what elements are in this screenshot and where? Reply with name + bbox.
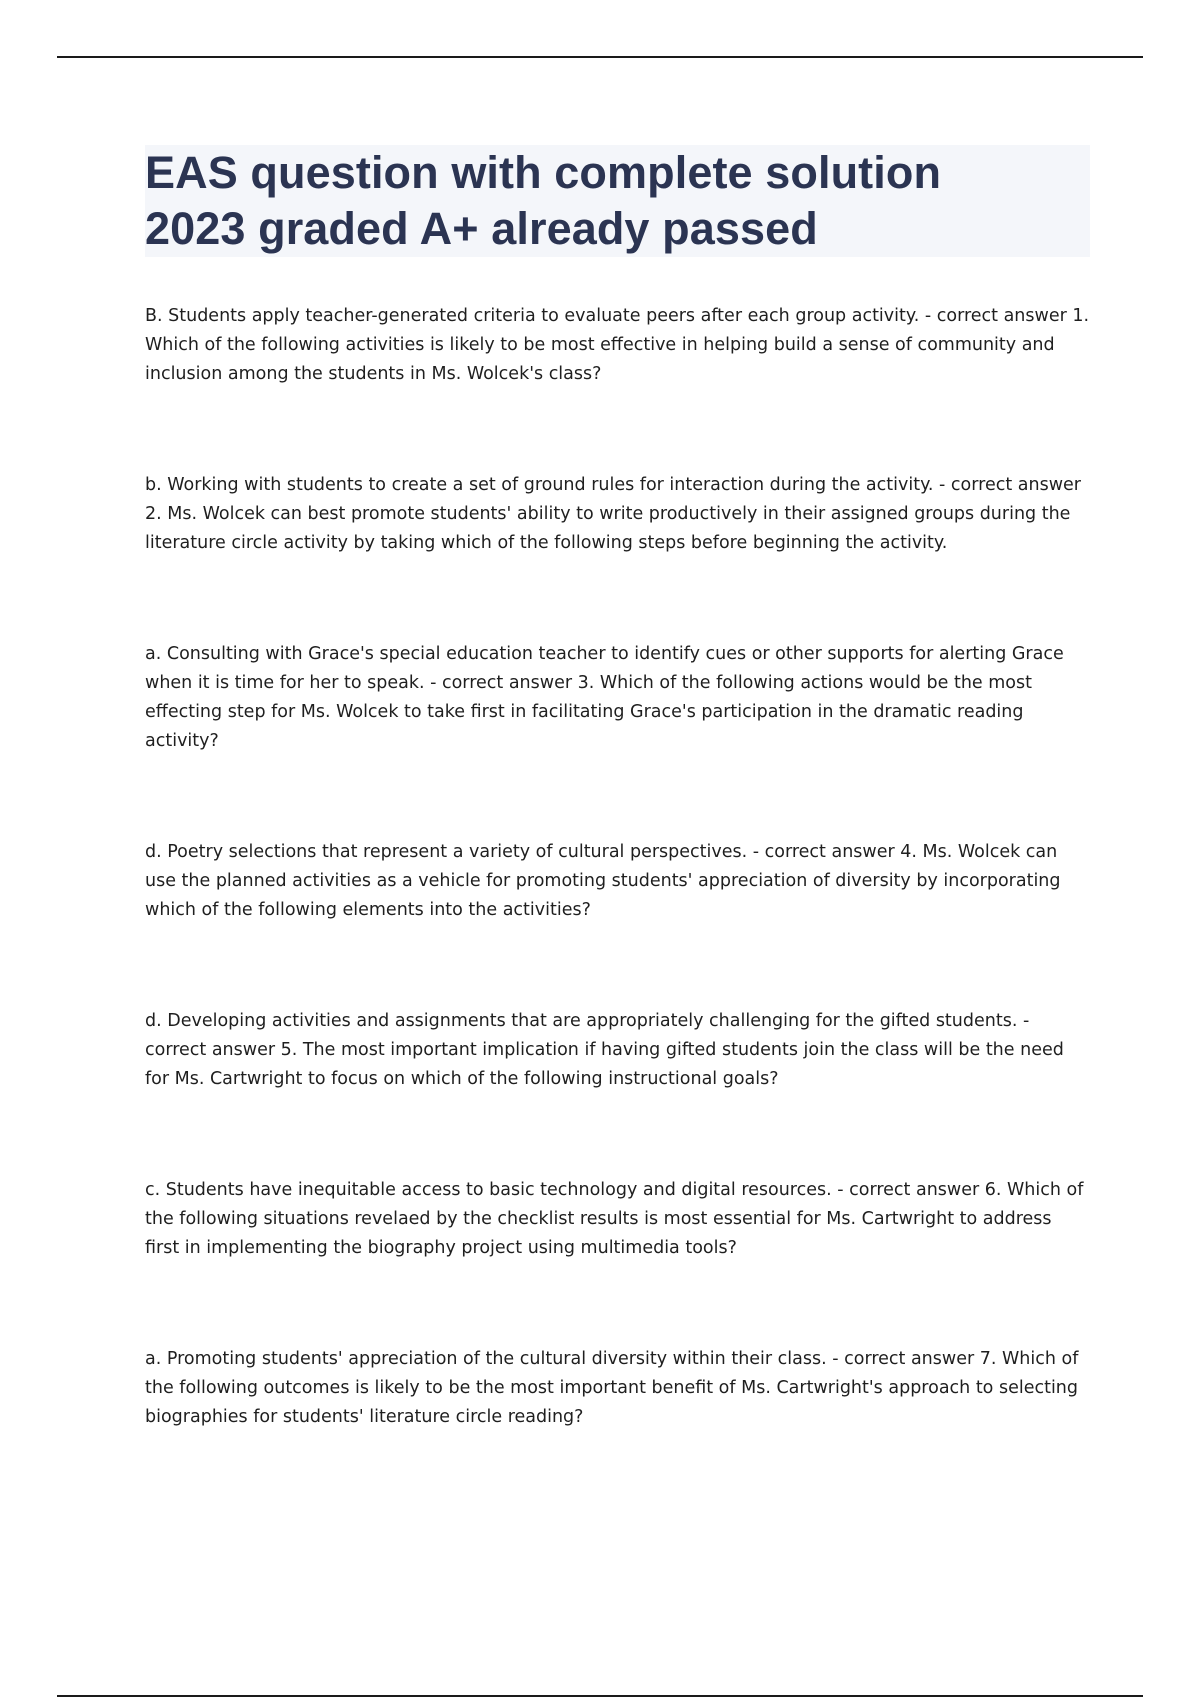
qa-item-5: d. Developing activities and assignments that are appropriately challenging for the gifted students. - correct answer 5. The most important implication if having gifted students join the class will be the need for Ms. Cartwright to focus on which of the following instructional goals?: [145, 1011, 1064, 1089]
qa-item-3: a. Consulting with Grace's special education teacher to identify cues or other supports for alerting Grace when it is time for her to speak. - correct answer 3. Which of the following actions would be the most effecting step for Ms. Wolcek to take first in facilitating Grace's participation in the dramatic reading activity?: [145, 644, 1064, 751]
page-title: [145, 145, 1090, 257]
qa-item-1: B. Students apply teacher-generated criteria to evaluate peers after each group activity. - correct answer 1. Which of the following activities is likely to be most effective in helping build a sense of community and inclusion among the students in Ms. Wolcek's class?: [145, 306, 1090, 384]
title-line-1: EAS question with complete solution: [145, 147, 942, 198]
top-divider: [57, 56, 1143, 58]
qa-item-4: d. Poetry selections that represent a variety of cultural perspectives. - correct answer 4. Ms. Wolcek can use the planned activities as a vehicle for promoting students' appreciation of diversity by incorporating which of the following elements into the activities?: [145, 842, 1061, 920]
qa-item-6: c. Students have inequitable access to basic technology and digital resources. - correct answer 6. Which of the following situations revelaed by the checklist results is most essential for Ms. Cartwright to address first in implementing the biography project using multimedia tools?: [145, 1180, 1084, 1258]
bottom-divider: [57, 1695, 1143, 1697]
title-line-2: 2023 graded A+ already passed: [145, 203, 818, 254]
question-answer-list: [145, 302, 1090, 1514]
qa-item-2: b. Working with students to create a set of ground rules for interaction during the activity. - correct answer 2. Ms. Wolcek can best promote students' ability to write productively in their assigned groups during the literature circle activity by taking which of the following steps before beginning the activity.: [145, 475, 1081, 553]
qa-item-7: a. Promoting students' appreciation of the cultural diversity within their class. - correct answer 7. Which of the following outcomes is likely to be the most important benefit of Ms. Cartwright's approach to selecting biographies for students' literature circle reading?: [145, 1349, 1079, 1427]
title-banner: [145, 145, 1090, 257]
